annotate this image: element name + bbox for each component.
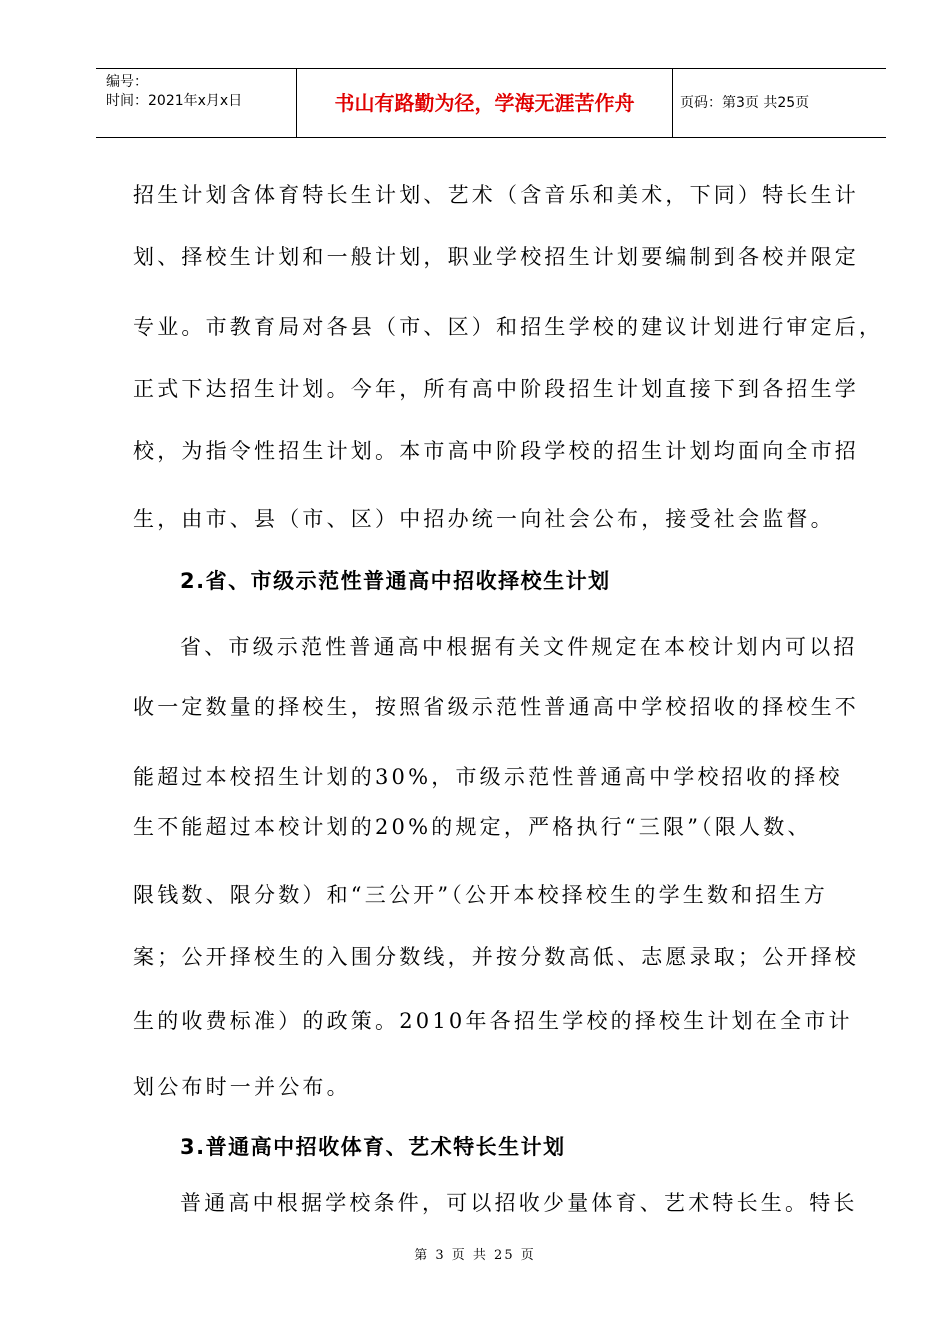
section-heading-2: 2.省、市级示范性普通高中招收择校生计划: [180, 569, 611, 593]
body-line: 校，为指令性招生计划。本市高中阶段学校的招生计划均面向全市招: [133, 439, 859, 463]
header-meta: [96, 69, 296, 137]
body-line: 生的收费标准）的政策。2010年各招生学校的择校生计划在全市计: [133, 1009, 853, 1033]
body-line: 限钱数、限分数）和“三公开”（公开本校择校生的学生数和招生方: [133, 883, 828, 907]
header-page-label: 页码：第3页 共25页: [680, 95, 810, 111]
body-line: 生不能超过本校计划的20%的规定，严格执行“三限”（限人数、: [133, 815, 812, 839]
body-line: 收一定数量的择校生，按照省级示范性普通高中学校招收的择校生不: [133, 695, 859, 719]
body-line: 正式下达招生计划。今年，所有高中阶段招生计划直接下到各招生学: [133, 377, 859, 401]
header-motto: 书山有路勤为径，学海无涯苦作舟: [296, 69, 673, 137]
body-line: 划公布时一并公布。: [133, 1075, 351, 1099]
section-heading-3: 3.普通高中招收体育、艺术特长生计划: [180, 1135, 566, 1159]
body-line: 省、市级示范性普通高中根据有关文件规定在本校计划内可以招: [180, 635, 858, 659]
time-label: 时间：2021年x月x日: [106, 93, 243, 109]
page-header: [96, 68, 886, 138]
body-line: 专业。市教育局对各县（市、区）和招生学校的建议计划进行审定后，: [133, 315, 884, 339]
number-label: 编号：: [106, 74, 148, 90]
body-line: 普通高中根据学校条件，可以招收少量体育、艺术特长生。特长: [180, 1191, 858, 1215]
page-footer: 第 3 页 共 25 页: [414, 1248, 536, 1263]
body-line: 招生计划含体育特长生计划、艺术（含音乐和美术，下同）特长生计: [133, 183, 859, 207]
body-line: 生，由市、县（市、区）中招办统一向社会公布，接受社会监督。: [133, 507, 835, 531]
body-line: 案；公开择校生的入围分数线，并按分数高低、志愿录取；公开择校: [133, 945, 859, 969]
body-line: 能超过本校招生计划的30%，市级示范性普通高中学校招收的择校: [133, 765, 843, 789]
body-line: 划、择校生计划和一般计划，职业学校招生计划要编制到各校并限定: [133, 245, 859, 269]
